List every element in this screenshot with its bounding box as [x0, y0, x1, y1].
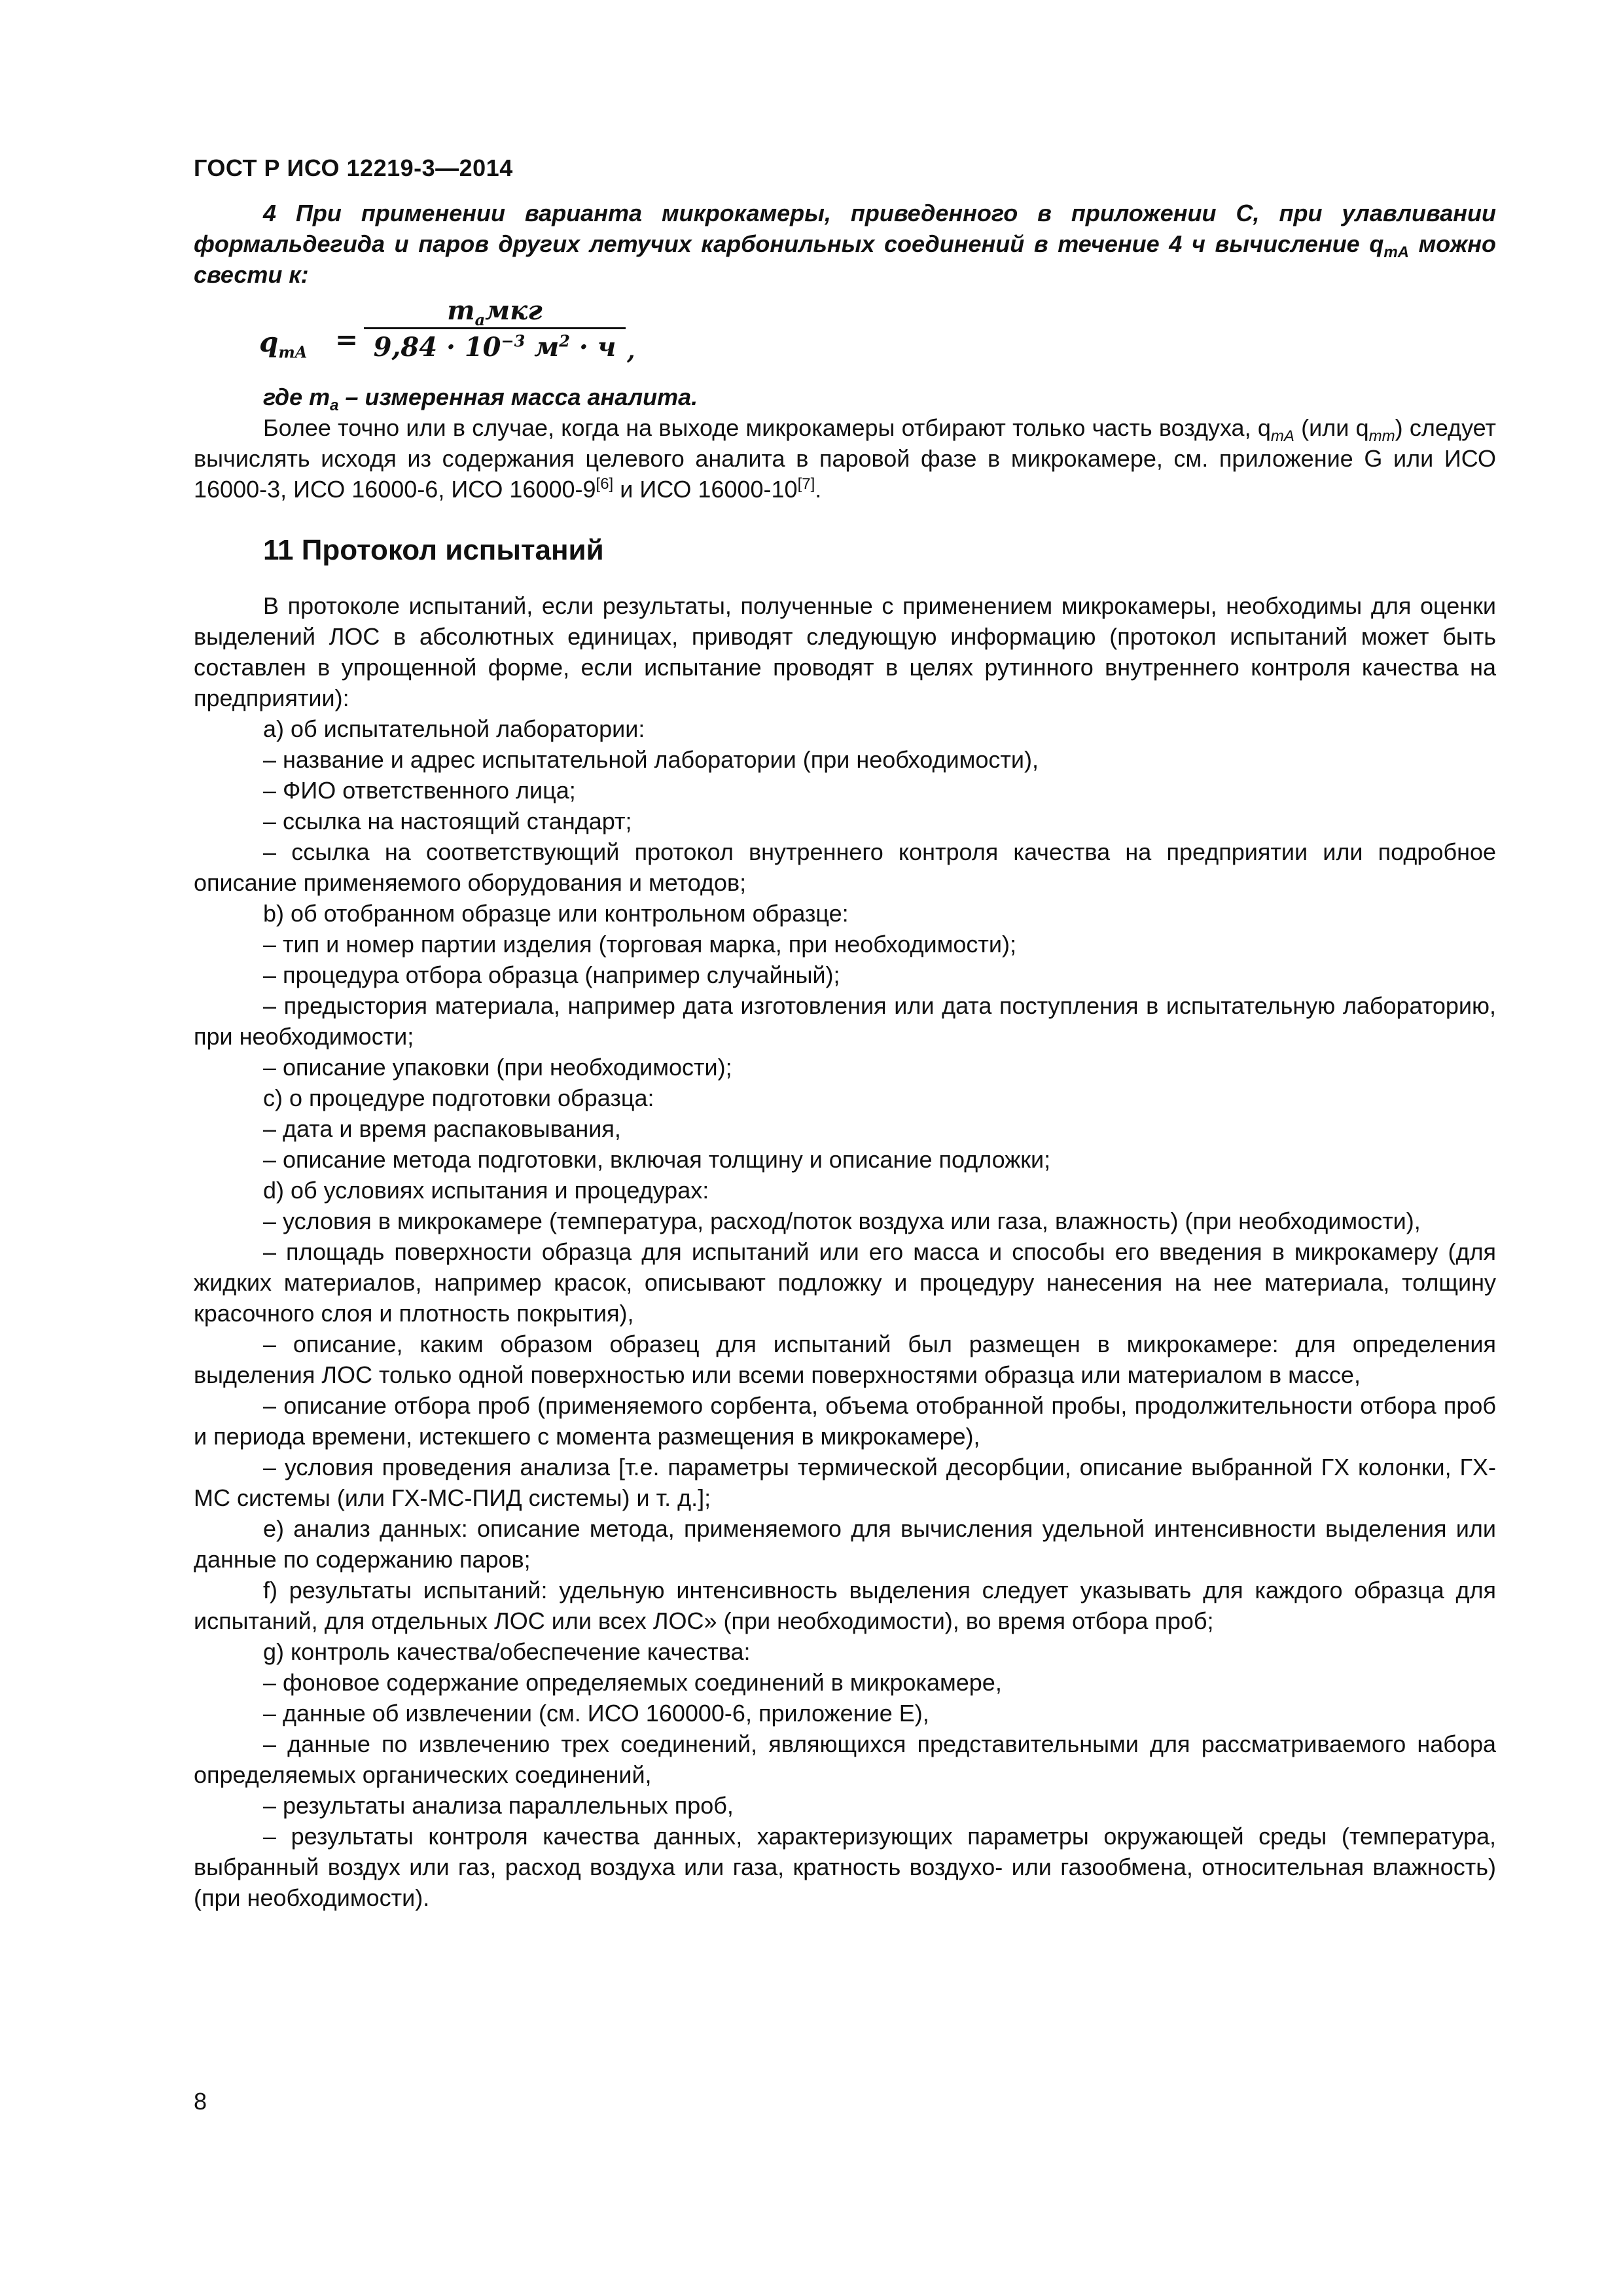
document-header: ГОСТ Р ИСО 12219-3—2014	[194, 154, 513, 181]
where-subscript: a	[330, 397, 339, 415]
formula-qmA	[259, 295, 1496, 387]
where-pre: где m	[263, 384, 330, 410]
formula-den-unit: м	[534, 332, 560, 363]
list-item: – описание метода подготовки, включая толщину и описание подложки;	[263, 1146, 1051, 1173]
list-item: d) об условиях испытания и процедурах:	[263, 1177, 709, 1204]
formula-comma: ,	[627, 337, 635, 365]
list-item: – ФИО ответственного лица;	[263, 777, 576, 804]
list-item: – результаты анализа параллельных проб,	[263, 1792, 734, 1819]
formula-den-value: 9,84 · 10	[373, 332, 501, 363]
list-item: с) о процедуре подготовки образца:	[263, 1085, 654, 1111]
list-item: – площадь поверхности образца для испытаний или его масса и способы его введения в микрокамеру (для жидких материалов, например красок, описывают подложку и процедуру нанесения на нее материала, толщину красочного слоя и плотность покрытия),	[194, 1238, 1496, 1327]
accuracy-text-1: Более точно или в случае, когда на выходе микрокамеры отбирают только часть воздуха, q	[263, 414, 1271, 441]
formula-num-unit: мкг	[485, 295, 543, 326]
list-item: – тип и номер партии изделия (торговая марка, при необходимости);	[263, 931, 1016, 958]
list-item: – ссылка на соответствующий протокол внутреннего контроля качества на предприятии или подробное описание применяемого оборудования и методов;	[194, 838, 1496, 896]
list-item: – описание отбора проб (применяемого сорбента, объема отобранной пробы, продолжительности отбора проб и периода времени, истекшего с момента размещения в микрокамере),	[194, 1392, 1496, 1450]
list-item: g) контроль качества/обеспечение качества:	[263, 1638, 751, 1665]
accuracy-text-2: (или q	[1294, 414, 1369, 441]
list-item: – описание упаковки (при необходимости);	[263, 1054, 732, 1081]
list-item: – процедура отбора образца (например случайный);	[263, 961, 840, 988]
formula-equals: =	[335, 323, 359, 355]
list-item: – предыстория материала, например дата изготовления или дата поступления в испытательную лабораторию, при необходимости;	[194, 992, 1496, 1050]
formula-numerator	[364, 295, 626, 327]
list-item: f) результаты испытаний: удельную интенсивность выделения следует указывать для каждого образца для испытаний, для отдельных ЛОС или всех ЛОС» (при необходимости), во время отбора проб;	[194, 1577, 1496, 1634]
list-item: – условия в микрокамере (температура, расход/поток воздуха или газа, влажность) (при необходимости),	[263, 1208, 1421, 1234]
accuracy-paragraph	[194, 412, 1496, 505]
formula-denominator	[364, 329, 626, 363]
section-title: 11 Протокол испытаний	[263, 534, 604, 566]
formula-den-unit-exponent: 2	[559, 331, 570, 351]
intro-paragraph: В протоколе испытаний, если результаты, полученные с применением микрокамеры, необходимы для оценки выделений ЛОС в абсолютных единицах, приводят следующую информацию (протокол испытаний может быть составлен в упрощенной форме, если испытание проводят в целях рутинного внутреннего контроля качества на предприятии):	[194, 592, 1496, 711]
formula-lhs-subscript: mA	[278, 342, 308, 362]
formula-den-exponent: −3	[501, 331, 526, 351]
list-item: – ссылка на настоящий стандарт;	[263, 808, 632, 834]
list-item: – условия проведения анализа [т.е. параметры термической десорбции, описание выбранной ГХ колонки, ГХ-МС системы (или ГХ-МС-ПИД системы) и т. д.];	[194, 1454, 1496, 1511]
accuracy-text-3: ) следует вычислять исходя из содержания целевого аналита в паровой фазе в микрокамере, см. приложение G или ИСО 16000-3, ИСО 16000-6, ИСО 16000-9	[194, 414, 1496, 503]
list-item: – данные по извлечению трех соединений, являющихся представительными для рассматриваемого набора определяемых органических соединений,	[194, 1731, 1496, 1788]
accuracy-text-5: .	[815, 476, 822, 503]
accuracy-sub-2: mm	[1368, 427, 1395, 446]
accuracy-text-4: и ИСО 16000-10	[613, 476, 798, 503]
note-4-text: 4 При применении варианта микрокамеры, приведенного в приложении С, при улавливании формальдегида и паров других летучих карбонильных соединений в течение 4 ч вычисление q	[194, 200, 1496, 257]
formula-lhs	[259, 326, 308, 362]
page-number: 8	[194, 2088, 207, 2115]
note-4-subscript: mA	[1383, 243, 1409, 262]
note-4	[194, 198, 1496, 290]
list-item: – результаты контроля качества данных, характеризующих параметры окружающей среды (температура, выбранный воздух или газ, расход воздуха или газа, кратность воздухо- или газообмена, относительная влажность) (при необходимости).	[194, 1823, 1496, 1911]
list-item: – название и адрес испытательной лаборатории (при необходимости),	[263, 746, 1039, 773]
list-item: а) об испытательной лаборатории:	[263, 715, 645, 742]
formula-num-symbol: m	[447, 295, 475, 326]
list-item: b) об отобранном образце или контрольном образце:	[263, 900, 849, 927]
formula-den-tail: · ч	[569, 332, 616, 363]
formula-num-subscript: a	[474, 310, 486, 329]
list-item: – данные об извлечении (см. ИСО 160000-6, приложение Е),	[263, 1700, 929, 1727]
reference-7: [7]	[797, 475, 815, 493]
list-item: е) анализ данных: описание метода, применяемого для вычисления удельной интенсивности выделения или данные по содержанию паров;	[194, 1515, 1496, 1573]
protocol-items-list	[194, 713, 1496, 1913]
reference-6: [6]	[596, 475, 614, 493]
list-item: – фоновое содержание определяемых соединений в микрокамере,	[263, 1669, 1002, 1696]
page-content	[194, 198, 1496, 1913]
where-post: – измеренная масса аналита.	[338, 384, 698, 410]
note-4-tail: можно свести к:	[194, 230, 1496, 288]
formula-fraction	[364, 295, 626, 363]
list-item: – дата и время распаковывания,	[263, 1115, 621, 1142]
accuracy-sub-1: mA	[1270, 427, 1294, 446]
list-item: – описание, каким образом образец для испытаний был размещен в микрокамере: для определения выделения ЛОС только одной поверхностью или всеми поверхностями образца или материалом в массе,	[194, 1331, 1496, 1388]
formula-lhs-symbol: q	[259, 326, 279, 358]
